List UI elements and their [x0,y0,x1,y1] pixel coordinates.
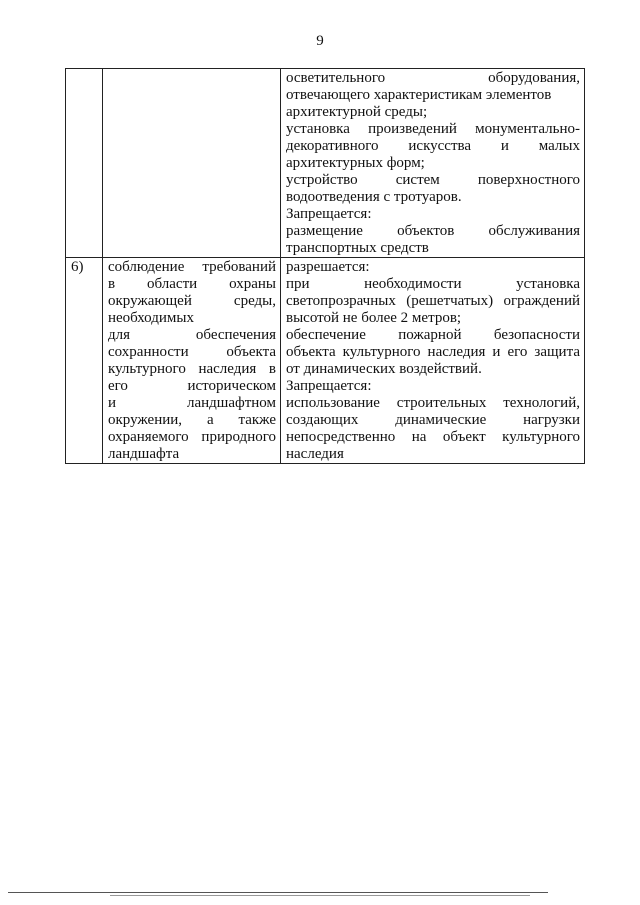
text-line: культурного наследия в [108,361,276,377]
text-line: устройство систем поверхностного [286,172,580,188]
text-line: соблюдение требований [108,259,276,275]
text-line: отвечающего характеристикам элементов [286,87,552,103]
text-line: создающих динамические нагрузки [286,412,580,428]
text-line: окружающей среды, [108,293,276,309]
text-line: ландшафта [108,446,180,462]
regulation-cell [281,69,585,258]
table-row [66,258,585,464]
text-line: охраняемого природного [108,429,276,445]
regulations-table [65,68,585,464]
text-line: непосредственно на объект культурного [286,429,580,445]
text-line: архитектурной среды; [286,104,428,120]
text-line: водоотведения с тротуаров. [286,189,462,205]
row-number-cell: 6) [66,258,103,464]
text-line: использование строительных технологий, [286,395,580,411]
scan-edge-line [110,895,530,896]
text-line: декоративного искусства и малых [286,138,580,154]
text-line: сохранности объекта [108,344,276,360]
text-line: осветительного оборудования, [286,70,580,86]
text-line: от динамических воздействий. [286,361,482,377]
text-line: окружении, а также [108,412,276,428]
text-line: разрешается: [286,259,370,275]
text-line: архитектурных форм; [286,155,425,171]
requirement-cell [103,69,281,258]
text-line: объекта культурного наследия и его защита [286,344,580,360]
text-line: Запрещается: [286,378,372,394]
text-line: в области охраны [108,276,276,292]
page-number: 9 [316,33,324,49]
text-line: и ландшафтном [108,395,276,411]
text-line: размещение объектов обслуживания [286,223,580,239]
text-line: для обеспечения [108,327,276,343]
text-line: наследия [286,446,344,462]
text-line: его историческом [108,378,276,394]
requirement-cell [103,258,281,464]
row-number-cell [66,69,103,258]
text-line: Запрещается: [286,206,372,222]
text-line: установка произведений монументально- [286,121,580,137]
scan-edge-line [8,892,548,893]
text-line: необходимых [108,310,194,326]
text-line: обеспечение пожарной безопасности [286,327,580,343]
text-line: светопрозрачных (решетчатых) ограждений [286,293,580,309]
regulation-cell [281,258,585,464]
text-line: при необходимости установка [286,276,580,292]
table-row [66,69,585,258]
text-line: транспортных средств [286,240,429,256]
text-line: высотой не более 2 метров; [286,310,462,326]
